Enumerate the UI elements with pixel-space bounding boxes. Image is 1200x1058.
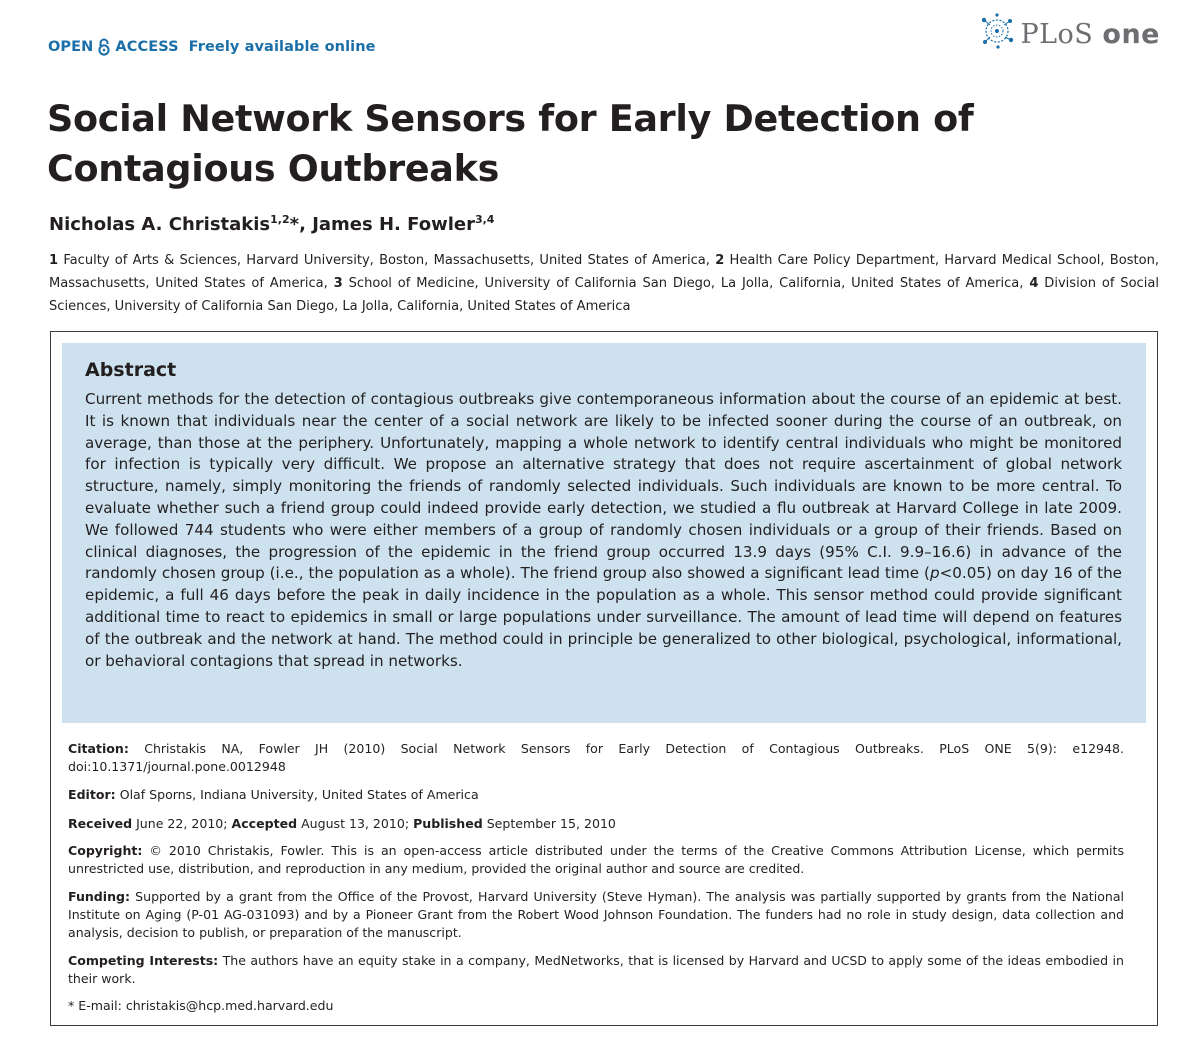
received-date: June 22, 2010; xyxy=(136,816,228,831)
author-affiliation-marker: 1,2 xyxy=(270,213,290,226)
abstract-text-part: <0.05) on day 16 of the epidemic, a full 46 days before the peak in daily incidence in the population as a whole. This sensor method could provide significant additional time to react to epidemics in small or large populations under surveillance. The amount of lead time will depend on features of the outbreak and the network at hand. The method could in principle be generalized to other biological, psychological, informational, or behavioral contagions that spread in networks. xyxy=(85,564,1122,670)
access-label: ACCESS xyxy=(115,39,179,55)
copyright-text: © 2010 Christakis, Fowler. This is an open-access article distributed under the terms of the Creative Commons Attribution License, which permits unrestricted use, distribution, and reproduction in any medium, provided the original author and source are credited. xyxy=(68,843,1124,876)
funding-text: Supported by a grant from the Office of the Provost, Harvard University (Steve Hyman). The analysis was partially supported by grants from the National Institute on Aging (P-01 AG-031093) and by a Pioneer Grant from the Robert Wood Johnson Foundation. The funders had no role in study design, data collection and analysis, decision to publish, or preparation of the manuscript. xyxy=(68,889,1125,940)
corresponding-email xyxy=(68,997,1124,1015)
editor-label: Editor: xyxy=(68,787,116,802)
copyright xyxy=(68,842,1124,878)
plos-one-molecule-icon xyxy=(978,12,1016,50)
author-name: James H. Fowler xyxy=(312,214,475,235)
affiliation-number: 3 xyxy=(333,276,343,291)
journal-suffix: one xyxy=(1102,19,1160,50)
author-list xyxy=(49,213,494,235)
citation-text: Christakis NA, Fowler JH (2010) Social Network Sensors for Early Detection of Contagious Outbreaks. PLoS ONE 5(9): e12948. doi:10.1371/journal.pone.0012948 xyxy=(68,741,1124,774)
affiliation-number: 4 xyxy=(1029,276,1039,291)
abstract-text xyxy=(85,389,1122,672)
affiliation-text: Division of Social Sciences, University of California San Diego, La Jolla, California, United States of America xyxy=(49,276,1159,314)
received-label: Received xyxy=(68,816,133,831)
plos-one-logo xyxy=(978,12,1160,50)
published-date: September 15, 2010 xyxy=(486,816,616,831)
affiliation-number: 2 xyxy=(715,253,725,268)
editor xyxy=(68,786,1124,804)
freely-available-label: Freely available online xyxy=(188,39,376,55)
open-access-badge xyxy=(48,38,376,56)
abstract-box xyxy=(62,343,1146,723)
affiliation-list xyxy=(49,249,1159,318)
affiliation-text: School of Medicine, University of California San Diego, La Jolla, California, United States of America, xyxy=(348,276,1024,291)
citation-label: Citation: xyxy=(68,741,129,756)
p-value-symbol: p xyxy=(929,564,940,583)
journal-name xyxy=(1020,21,1160,50)
article-title: Social Network Sensors for Early Detection of Contagious Outbreaks xyxy=(47,97,974,190)
dates xyxy=(68,815,1124,833)
author-separator: , xyxy=(299,214,313,235)
affiliation-number: 1 xyxy=(49,253,59,268)
corresponding-author-mark: * xyxy=(289,214,300,235)
competing-interests-text: The authors have an equity stake in a company, MedNetworks, that is licensed by Harvard and UCSD to apply some of the ideas embodied in their work. xyxy=(68,953,1124,986)
abstract-text-part: Current methods for the detection of contagious outbreaks give contemporaneous information about the course of an epidemic at best. It is known that individuals near the center of a social network are likely to be infected sooner during the course of an outbreak, on average, than those at the periphery. Unfortunately, mapping a whole network to identify central individuals who might be monitored for infection is typically very difficult. We propose an alternative strategy that does not require ascertainment of global network structure, namely, simply monitoring the friends of randomly selected individuals. Such individuals are known to be more central. To evaluate whether such a friend group could indeed provide early detection, we studied a flu outbreak at Harvard College in late 2009. We followed 744 students who were either members of a group of randomly chosen individuals or a group of their friends. Based on clinical diagnoses, the progression of the epidemic in the friend group occurred 13.9 days (95% C.I. 9.9–16.6) in advance of the randomly chosen group (i.e., the population as a whole). The friend group also showed a significant lead time ( xyxy=(85,390,1122,583)
open-access-lock-icon xyxy=(97,38,111,56)
author-affiliation-marker: 3,4 xyxy=(474,213,495,226)
journal-header xyxy=(48,19,1160,64)
copyright-label: Copyright: xyxy=(68,843,143,858)
accepted-date: August 13, 2010; xyxy=(301,816,410,831)
open-label: OPEN xyxy=(48,39,94,55)
funding xyxy=(68,888,1124,942)
competing-interests-label: Competing Interests: xyxy=(68,953,219,968)
affiliation-text: Health Care Policy Department, Harvard Medical School, Boston, Massachusetts, United States of America, xyxy=(49,253,1160,291)
accepted-label: Accepted xyxy=(231,816,298,831)
author-name: Nicholas A. Christakis xyxy=(49,214,271,235)
abstract-heading: Abstract xyxy=(85,359,177,381)
competing-interests xyxy=(68,952,1124,988)
citation xyxy=(68,740,1124,776)
journal-prefix: PLoS xyxy=(1020,19,1094,50)
editor-text: Olaf Sporns, Indiana University, United States of America xyxy=(119,787,479,802)
affiliation-text: Faculty of Arts & Sciences, Harvard University, Boston, Massachusetts, United States of America, xyxy=(63,253,710,268)
email-text: * E-mail: christakis@hcp.med.harvard.edu xyxy=(68,998,334,1013)
funding-label: Funding: xyxy=(68,889,131,904)
published-label: Published xyxy=(413,816,483,831)
